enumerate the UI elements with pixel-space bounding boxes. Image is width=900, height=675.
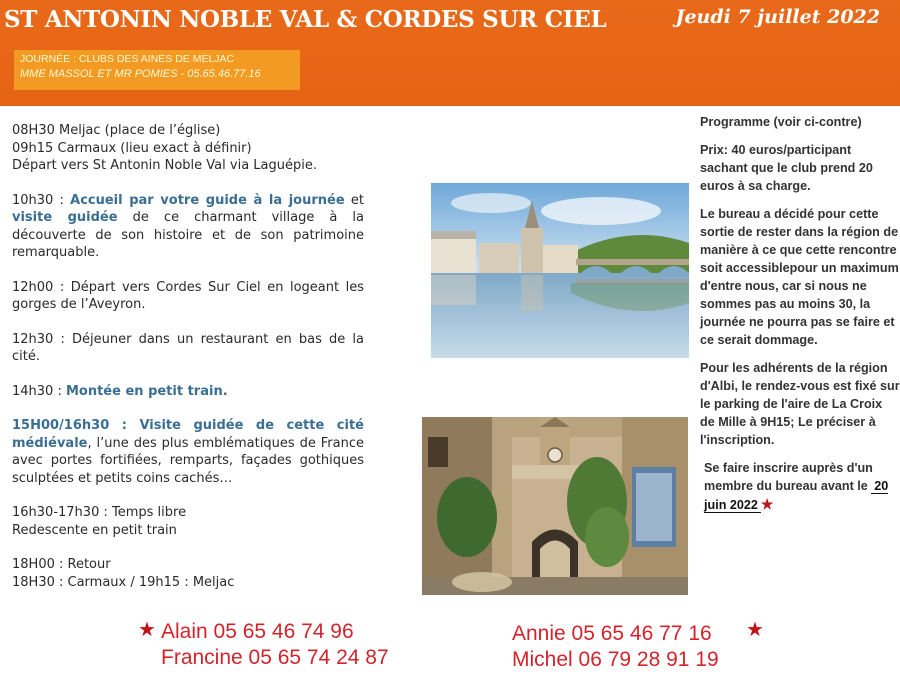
highlight-text: 15H00/16h30 : Visite guidée de cette cité médiévale: [12, 418, 364, 451]
highlight-text: Montée en petit train.: [65, 383, 228, 399]
registration-info: [700, 459, 900, 514]
schedule-line: Redescente en petit train: [12, 522, 177, 538]
contact-francine: Francine 05 65 74 24 87: [161, 646, 389, 669]
schedule-block-train: [12, 383, 364, 401]
bureau-info: Le bureau a décidé pour cette sortie de rester dans la région de manière à ce que cette rencontre soit accessiblepour un maximum d'entre nous, car si nous ne sommes pas au moins 30, la journée ne pourra pas se faire et ce serait dommage.: [700, 207, 899, 347]
organizers-contact: MME MASSOL ET MR POMIES - 05.65.46.77.16: [20, 68, 261, 80]
registration-deadline: 20 juin 2022: [704, 479, 889, 512]
schedule-line: 08H30 Meljac (place de l’église): [12, 123, 221, 138]
contact-annie: Annie 05 65 46 77 16: [512, 622, 712, 645]
highlight-text: Accueil par votre guide à la journée: [70, 192, 345, 208]
club-name: JOURNÉE : CLUBS DES AINES DE MELJAC: [20, 53, 235, 65]
programme-note: Programme (voir ci-contre): [700, 115, 862, 129]
schedule-time: 10h30 :: [12, 192, 71, 208]
schedule-block-departure: [12, 122, 364, 175]
header-band: [0, 0, 900, 106]
schedule-block-cordes: 12h00 : Départ vers Cordes Sur Ciel en logeant les gorges de l’Aveyron.: [12, 279, 364, 312]
schedule: [12, 122, 364, 608]
star-icon: ★: [138, 619, 156, 641]
schedule-time: 14h30 :: [12, 383, 66, 399]
price-info: Prix: 40 euros/participant sachant que le club prend 20 euros à sa charge.: [700, 143, 873, 193]
schedule-text: et: [350, 192, 364, 208]
schedule-block-free-time: [12, 504, 364, 539]
info-column: [700, 113, 900, 524]
schedule-block-return: [12, 556, 364, 591]
schedule-line: Départ vers St Antonin Noble Val via Laguépie.: [12, 158, 317, 173]
schedule-text: , l’une des plus emblématiques de France avec portes fortifiées, remparts, façades gothiques sculptées et petits coins cachés…: [12, 435, 364, 486]
schedule-block-guide: [12, 192, 364, 262]
contact-michel: Michel 06 79 28 91 19: [512, 648, 719, 671]
schedule-line: 16h30-17h30 : Temps libre: [12, 505, 187, 520]
star-icon: ★: [760, 496, 774, 512]
schedule-line: 09h15 Carmaux (lieu exact à définir): [12, 140, 252, 156]
schedule-text: de ce charmant village à la découverte de son histoire et de son patrimoine remarquable.: [12, 210, 364, 260]
event-date: Jeudi 7 juillet 2022: [675, 6, 880, 28]
contacts: [0, 612, 900, 672]
photo-cordes-sur-ciel: [422, 417, 688, 595]
highlight-text: visite guidée: [12, 210, 118, 225]
star-icon: ★: [746, 619, 764, 641]
schedule-block-visit: [12, 417, 364, 487]
contact-alain: Alain 05 65 46 74 96: [161, 620, 354, 643]
schedule-block-lunch: 12h30 : Déjeuner dans un restaurant en bas de la cité.: [12, 331, 364, 364]
club-info-box: [14, 50, 300, 90]
albi-info: Pour les adhérents de la région d'Albi, le rendez-vous est fixé sur le parking de l'aire de La Croix de Mille à 9H15; Le préciser à l'inscription.: [700, 361, 900, 447]
photo-st-antonin: [431, 183, 689, 358]
page-title: ST ANTONIN NOBLE VAL & CORDES SUR CIEL: [4, 6, 607, 33]
registration-text: Se faire inscrire auprès d'un membre du bureau avant le: [704, 461, 873, 493]
schedule-line: 18H00 : Retour: [12, 557, 111, 572]
schedule-line: 18H30 : Carmaux / 19h15 : Meljac: [12, 574, 235, 590]
